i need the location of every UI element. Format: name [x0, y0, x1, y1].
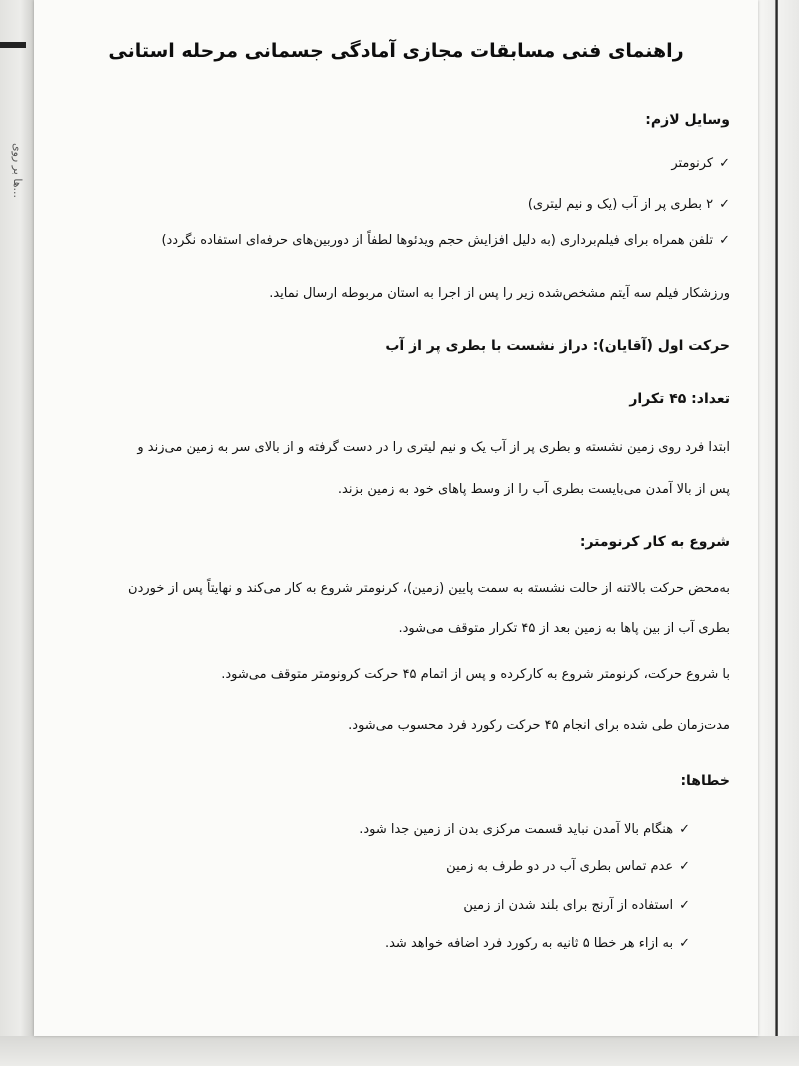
- page-edge-right: [759, 0, 799, 1066]
- timer-paragraph: با شروع حرکت، کرنومتر شروع به کارکرده و پس از اتمام ۴۵ حرکت کرونومتر متوقف می‌شود.: [221, 667, 730, 682]
- equipment-heading: وسایل لازم:: [645, 112, 730, 128]
- check-icon: ✓: [679, 936, 690, 951]
- document-page: [34, 0, 758, 1036]
- error-item: [359, 822, 690, 837]
- errors-heading: خطاها:: [680, 773, 730, 789]
- check-icon: ✓: [719, 156, 730, 171]
- error-item-label: استفاده از آرنج برای بلند شدن از زمین: [463, 898, 674, 913]
- timer-paragraph-line: به‌محض حرکت بالاتنه از حالت نشسته به سمت پایین (زمین)، کرنومتر شروع به کار می‌کند و نهایتاً پس از خوردن: [128, 581, 730, 596]
- check-icon: ✓: [719, 197, 730, 212]
- error-item-label: هنگام بالا آمدن نباید قسمت مرکزی بدن از زمین جدا شود.: [359, 822, 674, 837]
- equipment-item-label: تلفن همراه برای فیلم‌برداری (به دلیل افزایش حجم ویدئوها لطفاً از دوربین‌های حرفه‌ای استفاده نگردد): [161, 233, 714, 248]
- adjacent-page-strip: [0, 0, 34, 1066]
- check-icon: ✓: [719, 233, 730, 248]
- movement-count: تعداد: ۴۵ تکرار: [629, 391, 730, 407]
- check-icon: ✓: [679, 898, 690, 913]
- equipment-item: [161, 233, 730, 248]
- equipment-item-label: کرنومتر: [671, 156, 714, 171]
- error-item-label: به ازاء هر خطا ۵ ثانیه به رکورد فرد اضافه خواهد شد.: [384, 936, 674, 951]
- timer-paragraph-line: بطری آب از بین پاها به زمین بعد از ۴۵ تکرار متوقف می‌شود.: [398, 621, 730, 636]
- error-item: [463, 898, 690, 913]
- photo-bottom-band: [0, 1036, 799, 1066]
- adjacent-page-text: ...ها بر روی: [11, 143, 24, 198]
- error-item-label: عدم تماس بطری آب در دو طرف به زمین: [446, 859, 674, 874]
- equipment-item-label: ۲ بطری پر از آب (یک و نیم لیتری): [527, 197, 714, 212]
- equipment-item: [528, 197, 730, 212]
- instruction-text: ورزشکار فیلم سه آیتم مشخص‌شده زیر را پس از اجرا به استان مربوطه ارسال نماید.: [269, 286, 730, 301]
- movement-heading: حرکت اول (آقایان): دراز نشست با بطری پر از آب: [385, 338, 730, 354]
- movement-description-line: ابتدا فرد روی زمین نشسته و بطری پر از آب یک و نیم لیتری را در دست گرفته و از بالای سر به زمین می‌زند و: [137, 440, 730, 455]
- check-icon: ✓: [679, 822, 690, 837]
- movement-description-line: پس از بالا آمدن می‌بایست بطری آب را از وسط پاهای خود به زمین بزند.: [337, 482, 730, 497]
- error-item: [385, 936, 690, 951]
- timer-heading: شروع به کار کرنومتر:: [579, 534, 730, 550]
- page-title: راهنمای فنی مسابقات مجازی آمادگی جسمانی مرحله استانی: [108, 40, 684, 62]
- timer-paragraph: مدت‌زمان طی شده برای انجام ۴۵ حرکت رکورد فرد محسوب می‌شود.: [348, 718, 730, 733]
- error-item: [446, 859, 690, 874]
- equipment-item: [671, 156, 730, 171]
- binding-bar: [0, 42, 26, 48]
- check-icon: ✓: [679, 859, 690, 874]
